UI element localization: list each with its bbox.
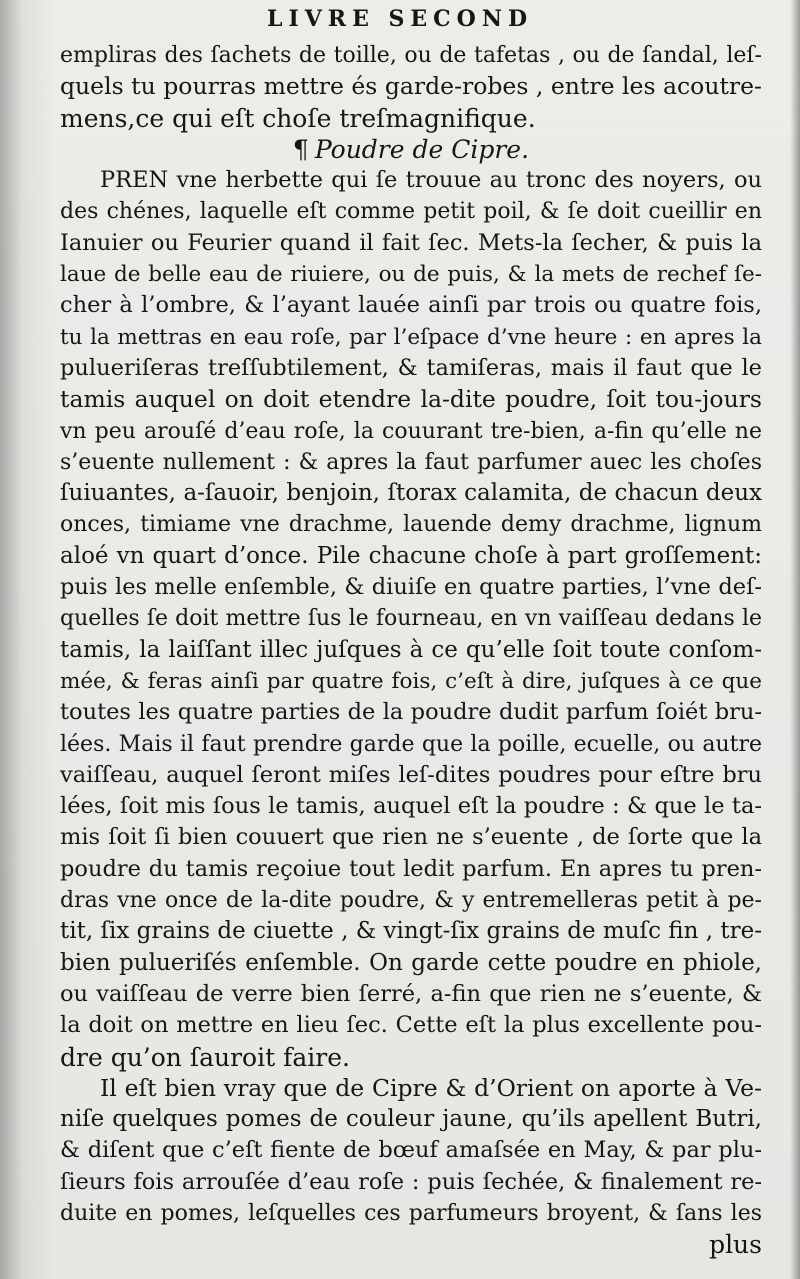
text-line: la doit on mettre en lieu ſec. Cette eſt la plus excellente pou- — [60, 1012, 762, 1039]
text-line: ou vaiſſeau de verre bien ſerré, a-fin que rien ne s’euente, & — [60, 980, 762, 1007]
text-line: s’euente nullement : & apres la faut parfumer auec les choſes — [60, 449, 762, 475]
text-line: vaiſſeau, auquel ſeront miſes leſ-dites poudres pour eſtre bru — [60, 761, 762, 788]
text-block — [60, 40, 762, 1261]
text-line: toutes les quatre parties de la poudre dudit parfum ſoiét bru- — [60, 699, 762, 726]
text-line: ſieurs fois arrouſée d’eau roſe : puis ſechée, & finalement re- — [60, 1168, 762, 1195]
text-line: tit, ſix grains de ciuette , & vingt-ſix grains de muſc fin , tre- — [60, 918, 762, 945]
text-line: mée, & feras ainſi par quatre fois, c’eſt à dire, juſques à ce que — [60, 668, 762, 694]
text-line: lées. Mais il faut prendre garde que la poille, ecuelle, ou autre — [60, 731, 762, 757]
text-line: des chénes, laquelle eſt comme petit poil, & ſe doit cueillir en — [60, 199, 762, 225]
running-head: LIVRE SECOND — [266, 6, 534, 32]
text-line: tu la mettras en eau roſe, par l’eſpace d’vne heure : en apres la — [60, 324, 762, 350]
text-line: bien pulueriſés enſemble. On garde cette poudre en phiole, — [60, 949, 762, 976]
text-line: puis les melle enſemble, & diuiſe en quatre parties, l’vne deſ- — [60, 574, 762, 601]
text-line: & diſent que c’eſt fiente de bœuf amaſsée en May, & par plu- — [60, 1137, 762, 1164]
text-line: onces, timiame vne drachme, lauende demy drachme, lignum — [60, 512, 762, 538]
text-line: cher à l’ombre, & l’ayant lauée ainſi par trois ou quatre fois, — [60, 292, 762, 319]
text-line: niſe quelques pomes de couleur jaune, qu’ils apellent Butri, — [60, 1106, 762, 1133]
text-line: PREN vne herbette qui ſe trouue au tronc des noyers, ou — [100, 167, 762, 194]
text-line: Il eſt bien vray que de Cipre & d’Orient on aporte à Ve- — [100, 1073, 762, 1102]
text-line: dras vne once de la-dite poudre, & y entremelleras petit à pe- — [60, 888, 762, 914]
text-line: mis ſoit ſi bien couuert que rien ne s’euente , de ſorte que la — [60, 824, 762, 851]
text-line: empliras des ſachets de toille, ou de tafetas , ou de ſandal, leſ- — [60, 43, 762, 68]
text-line: poudre du tamis reçoiue tout ledit parfum. En apres tu pren- — [60, 855, 762, 882]
section-heading — [60, 134, 762, 165]
section-title: Poudre de Cipre. — [314, 134, 530, 164]
text-line: quels tu pourras mettre és garde-robes , entre les acoutre- — [60, 72, 762, 101]
catchword: plus — [709, 1230, 762, 1260]
text-line: dre qu’on ſauroit faire. — [60, 1042, 350, 1072]
text-line: lées, ſoit mis ſous le tamis, auquel eſt la poudre : & que le ta- — [60, 793, 762, 820]
pilcrow-mark: ¶ — [292, 134, 309, 164]
text-line: vn peu arouſé d’eau roſe, la couurant tre-bien, a-fin qu’elle ne — [60, 418, 762, 444]
text-line: aloé vn quart d’once. Pile chacune choſe à part groſſement: — [60, 542, 762, 569]
text-line: ſuiuantes, a-ſauoir, benjoin, ſtorax calamita, de chacun deux — [60, 480, 762, 507]
text-line: duite en pomes, leſquelles ces parfumeurs broyent, & ſans les — [60, 1200, 762, 1226]
text-line: tamis, la laiſſant illec juſques à ce qu’elle ſoit toute conſom- — [60, 636, 762, 663]
text-line: mens,ce qui eſt choſe treſmagnifique. — [60, 103, 536, 133]
text-line: tamis auquel on doit etendre la-dite poudre, ſoit tou-jours — [60, 385, 762, 414]
text-line: quelles ſe doit mettre ſus le fourneau, en vn vaiſſeau dedans le — [60, 606, 762, 632]
text-line: Ianuier ou Feurier quand il fait ſec. Mets-la ſecher, & puis la — [60, 229, 762, 256]
text-line: laue de belle eau de riuiere, ou de puis, & la mets de rechef ſe- — [60, 262, 762, 288]
text-line: pulueriſeras treſſubtilement, & tamiſeras, mais il faut que le — [60, 354, 762, 381]
page-edge-shadow — [790, 0, 800, 1279]
